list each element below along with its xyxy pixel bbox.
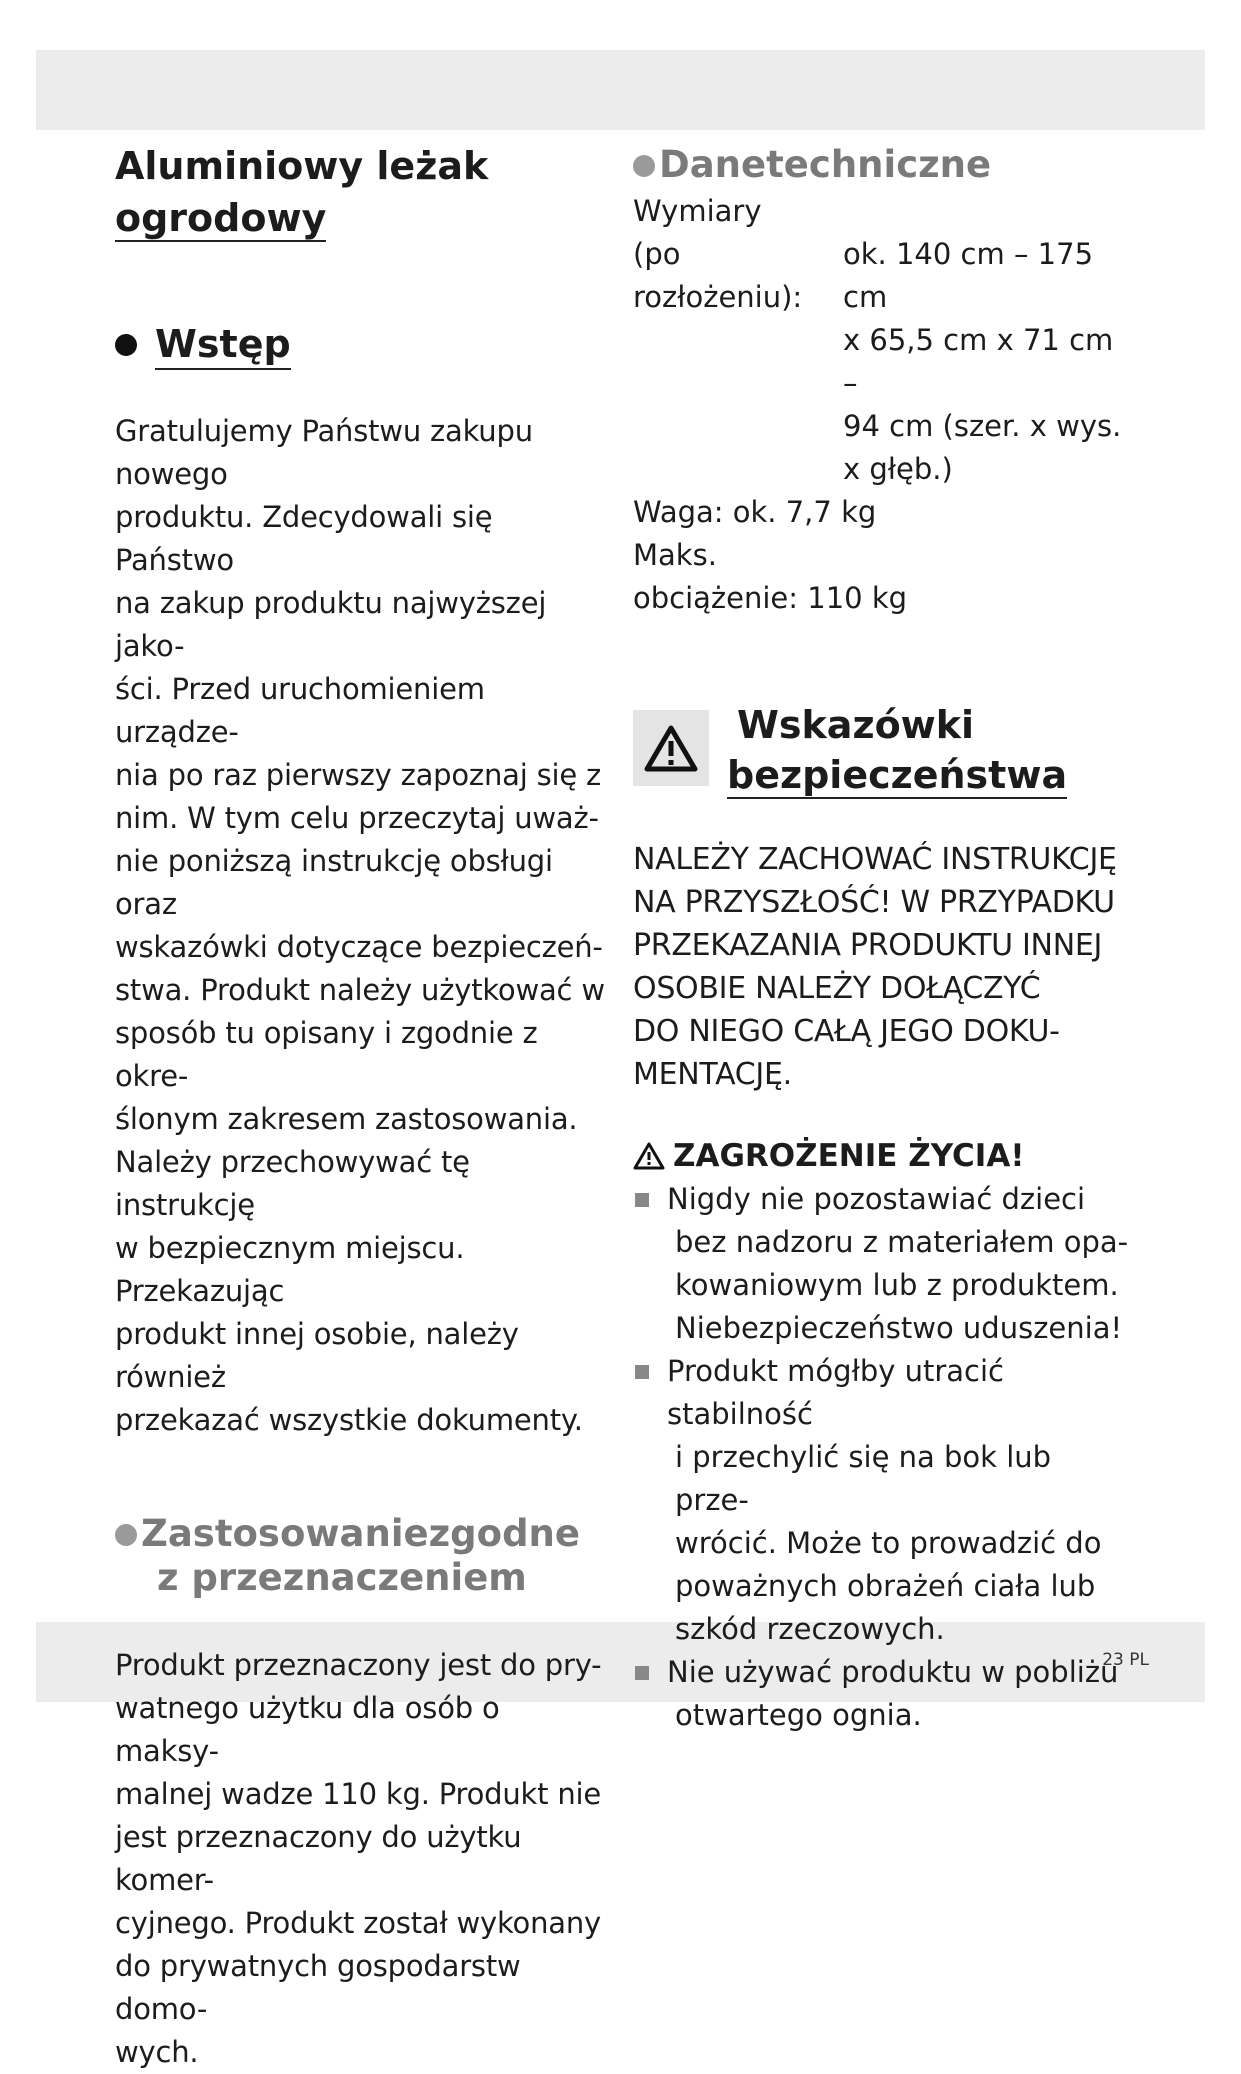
- keep-instructions-notice: NALEŻY ZACHOWAĆ INSTRUKCJĘ NA PRZYSZŁOŚĆ! W PRZYPADKU PRZEKAZANIA PRODUKTU INNEJ OSOBIE NALEŻY DOŁĄCZYĆ DO NIEGO CAŁĄ JEGO DOKU- MENTACJĘ.: [633, 842, 1117, 1092]
- left-column: [115, 140, 610, 2074]
- document-title-line1: Aluminiowy leżak: [115, 144, 489, 188]
- intended-use-paragraph: Produkt przeznaczony jest do pry- watnego użytku dla osób o maksy- malnej wadze 110 kg. Produkt nie jest przeznaczony do użytku komer- cyjnego. Produkt został wykonany do prywatnych gospodarstw domo- wych.: [115, 1648, 602, 2069]
- danger-list: [633, 1178, 1133, 1737]
- document-title-line2: ogrodowy: [115, 196, 327, 240]
- safety-heading: [633, 700, 1133, 800]
- intro-paragraph: Gratulujemy Państwu zakupu nowego produktu. Zdecydowali się Państwo na zakup produktu najwyższej jako- ści. Przed uruchomieniem urządze- nia po raz pierwszy zapoznaj się z nim. W tym celu przeczytaj uważ- nie poniższą instrukcję obsługi oraz wskazówki dotyczące bezpieczeń- stwa. Produkt należy użytkować w sposób tu opisany i zgodnie z okre- ślonym zakresem zastosowania. Należy przechowywać tę instrukcję w bezpiecznym miejscu. Przekazując produkt innej osobie, należy również przekazać wszystkie dokumenty.: [115, 414, 605, 1437]
- list-item: Nie używać produktu w pobliżu otwartego ognia.: [633, 1651, 1133, 1737]
- square-bullet-icon: [635, 1365, 649, 1379]
- right-column: [633, 140, 1133, 1737]
- safety-title-line2: bezpieczeństwa: [727, 753, 1068, 797]
- list-item: Nigdy nie pozostawiać dzieci bez nadzoru z materiałem opa- kowaniowym lub z produktem. Niebezpieczeństwo uduszenia!: [633, 1178, 1133, 1350]
- intended-use-heading: Zastosowaniezgodne z przeznaczeniem: [115, 1512, 610, 1600]
- bullet-dot-icon: [115, 1524, 137, 1546]
- weight-row: Waga: ok. 7,7 kg: [633, 495, 877, 529]
- dimensions-row: [633, 233, 1133, 491]
- square-bullet-icon: [635, 1193, 649, 1207]
- document-title: [115, 140, 610, 244]
- list-item: Produkt mógłby utracić stabilność i przechylić się na bok lub prze- wrócić. Może to prowadzić do poważnych obrażeń ciała lub szkód rzeczowych.: [633, 1350, 1133, 1651]
- bullet-dot-icon: [115, 334, 137, 356]
- square-bullet-icon: [635, 1666, 649, 1680]
- danger-heading: ZAGROŻENIE ŻYCIA!: [633, 1134, 1133, 1178]
- dimensions-label-unfolded: (po rozłożeniu):: [633, 237, 803, 314]
- max-label: Maks.: [633, 538, 717, 572]
- header-band: [36, 50, 1205, 130]
- warning-triangle-icon: [633, 710, 709, 786]
- intro-heading: Wstęp: [115, 320, 610, 370]
- bullet-dot-icon: [633, 155, 655, 177]
- warning-triangle-icon: [633, 1142, 665, 1170]
- safety-title-line1: Wskazówki: [737, 703, 975, 747]
- page-number: 23 PL: [1102, 1650, 1149, 1670]
- tech-data-heading: Danetechniczne: [633, 140, 1133, 190]
- max-load-row: obciążenie: 110 kg: [633, 581, 908, 615]
- dimensions-label: Wymiary: [633, 194, 762, 228]
- dimensions-value: ok. 140 cm – 175 cm x 65,5 cm x 71 cm – 94 cm (szer. x wys. x głęb.): [843, 237, 1122, 486]
